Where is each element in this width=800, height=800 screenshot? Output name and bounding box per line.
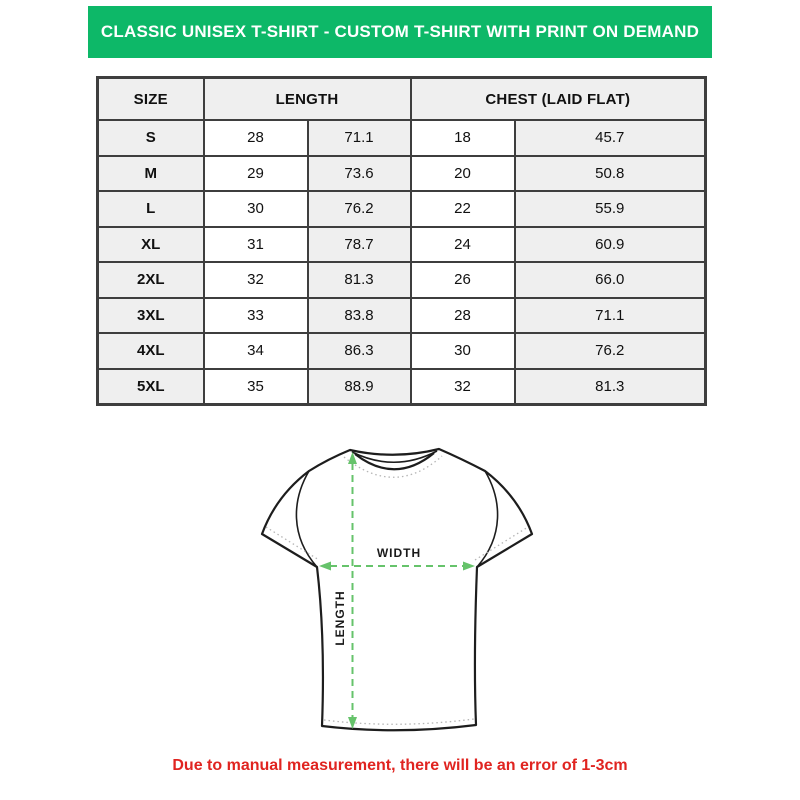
size-cell: 3XL (98, 298, 204, 334)
chest-cm-cell: 76.2 (515, 333, 706, 369)
length-cm-cell: 78.7 (308, 227, 411, 263)
chest-inches-cell: 26 (411, 262, 515, 298)
chest-cm-cell: 60.9 (515, 227, 706, 263)
product-title-banner (88, 6, 712, 58)
header-row (98, 78, 706, 121)
size-chart-header (98, 78, 706, 121)
length-cm-cell: 88.9 (308, 369, 411, 405)
length-cm-cell: 86.3 (308, 333, 411, 369)
chest-cm-cell: 50.8 (515, 156, 706, 192)
chest-column-header: CHEST (LAID FLAT) (411, 78, 706, 121)
chest-cm-cell: 66.0 (515, 262, 706, 298)
length-label: LENGTH (333, 590, 347, 646)
measurement-note: Due to manual measurement, there will be an error of 1-3cm (172, 757, 628, 774)
length-cm-cell: 73.6 (308, 156, 411, 192)
length-inches-cell: 35 (204, 369, 308, 405)
length-inches-cell: 32 (204, 262, 308, 298)
chest-inches-cell: 18 (411, 120, 515, 156)
chest-cm-cell: 81.3 (515, 369, 706, 405)
size-column-header: SIZE (98, 78, 204, 121)
length-cm-cell: 81.3 (308, 262, 411, 298)
table-row (98, 369, 706, 405)
chest-inches-cell: 30 (411, 333, 515, 369)
length-inches-cell: 34 (204, 333, 308, 369)
tshirt-size-diagram (245, 438, 555, 738)
size-cell: 4XL (98, 333, 204, 369)
length-cm-cell: 71.1 (308, 120, 411, 156)
length-cm-cell: 76.2 (308, 191, 411, 227)
length-inches-cell: 31 (204, 227, 308, 263)
chest-inches-cell: 32 (411, 369, 515, 405)
table-row (98, 333, 706, 369)
chest-inches-cell: 22 (411, 191, 515, 227)
length-inches-cell: 30 (204, 191, 308, 227)
size-cell: XL (98, 227, 204, 263)
size-cell: 5XL (98, 369, 204, 405)
table-row (98, 298, 706, 334)
length-inches-cell: 28 (204, 120, 308, 156)
table-row (98, 262, 706, 298)
size-cell: L (98, 191, 204, 227)
table-row (98, 120, 706, 156)
tshirt-illustration (245, 438, 555, 738)
chest-inches-cell: 20 (411, 156, 515, 192)
size-chart-table (96, 76, 707, 406)
chest-cm-cell: 71.1 (515, 298, 706, 334)
length-cm-cell: 83.8 (308, 298, 411, 334)
chest-inches-cell: 28 (411, 298, 515, 334)
chest-cm-cell: 55.9 (515, 191, 706, 227)
table-row (98, 227, 706, 263)
size-cell: M (98, 156, 204, 192)
chest-inches-cell: 24 (411, 227, 515, 263)
tshirt-outline (262, 449, 532, 730)
length-inches-cell: 33 (204, 298, 308, 334)
chest-cm-cell: 45.7 (515, 120, 706, 156)
width-label: WIDTH (376, 546, 422, 560)
size-cell: 2XL (98, 262, 204, 298)
table-row (98, 156, 706, 192)
table-row (98, 191, 706, 227)
size-table-body (98, 120, 706, 405)
product-title: CLASSIC UNISEX T-SHIRT - CUSTOM T-SHIRT WITH PRINT ON DEMAND (100, 22, 700, 41)
length-inches-cell: 29 (204, 156, 308, 192)
size-cell: S (98, 120, 204, 156)
length-column-header: LENGTH (204, 78, 411, 121)
